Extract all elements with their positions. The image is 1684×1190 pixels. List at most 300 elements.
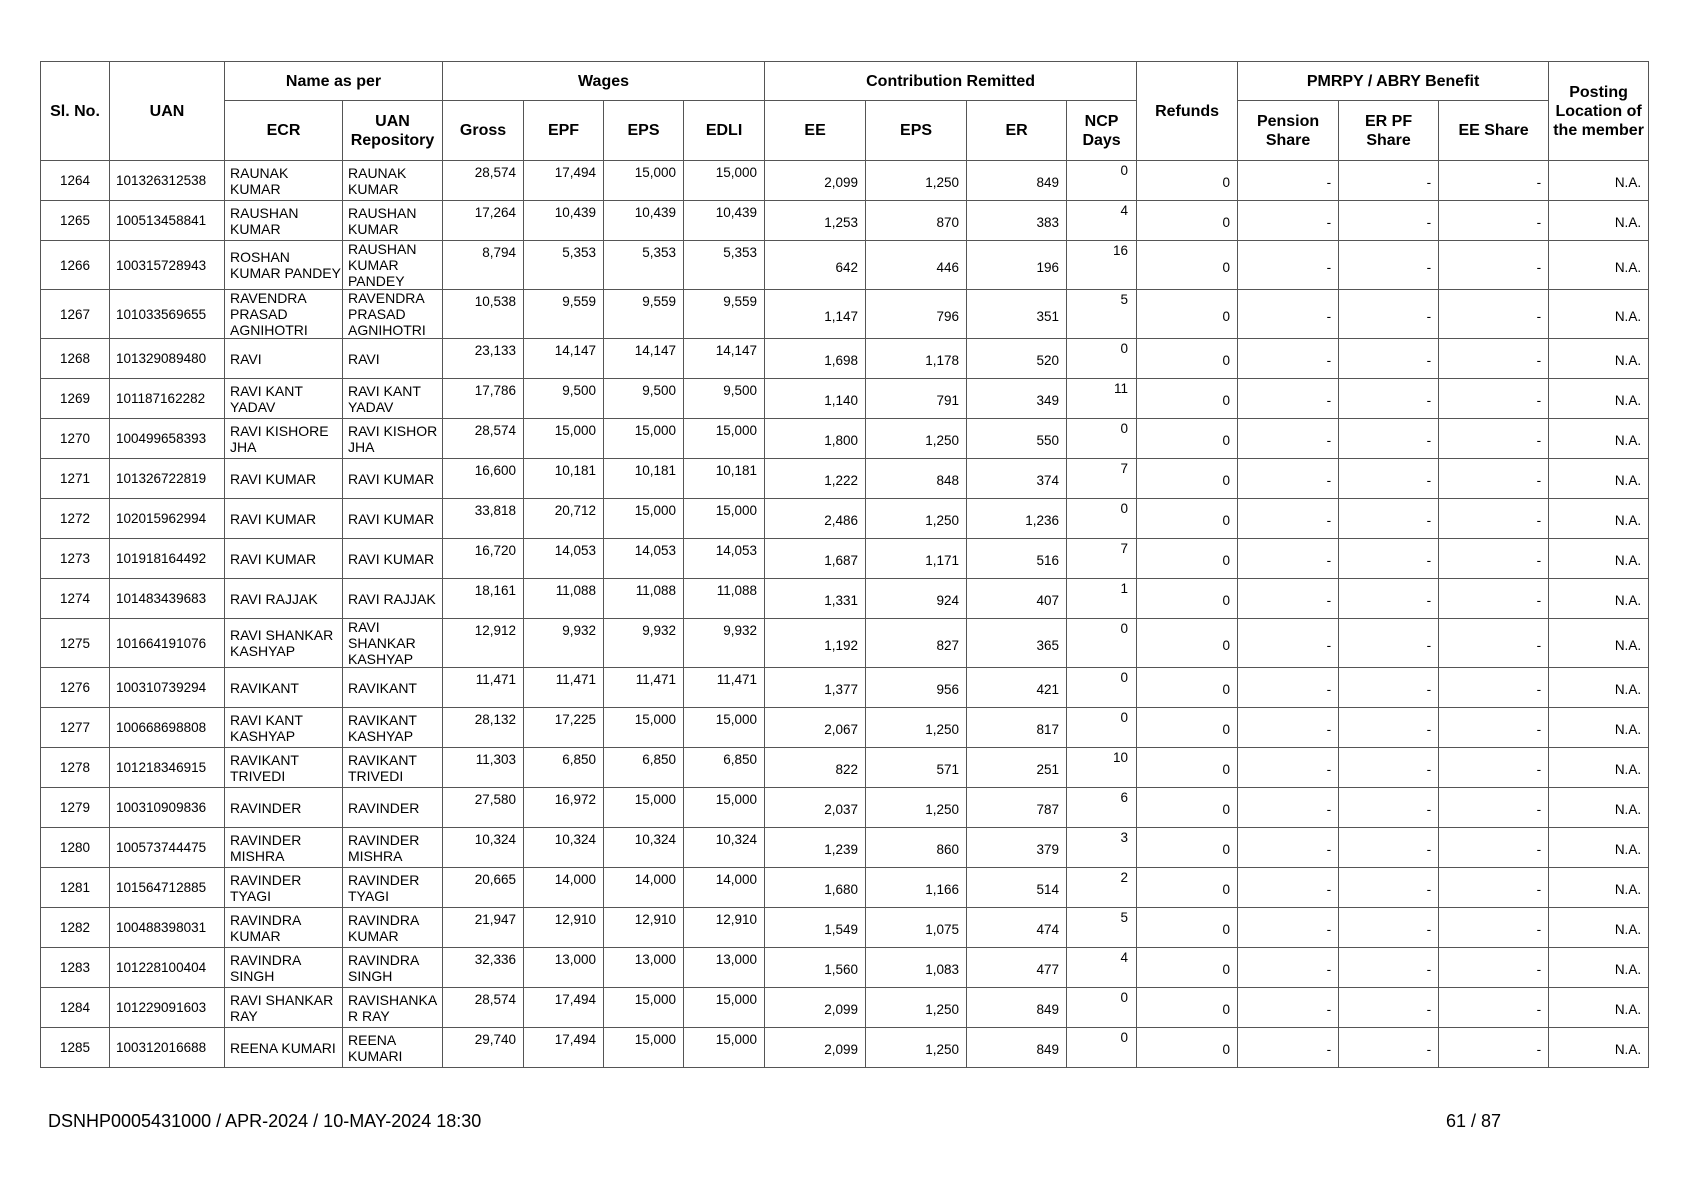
gross-cell: 28,574 [443,419,524,459]
ecr-name-cell: RAUSHAN KUMAR [225,201,343,241]
er-pf-share-cell: - [1339,748,1439,788]
gross-cell: 28,574 [443,161,524,201]
ncp-days-cell: 11 [1067,379,1137,419]
ee-cell: 1,560 [765,948,866,988]
posting-location-cell: N.A. [1549,579,1649,619]
pension-share-cell: - [1238,579,1339,619]
contribution-eps-cell: 1,250 [866,988,967,1028]
epf-cell: 17,494 [524,161,604,201]
contribution-eps-cell: 1,250 [866,161,967,201]
pension-share-cell: - [1238,988,1339,1028]
er-pf-share-cell: - [1339,1028,1439,1068]
wages-eps-cell: 14,147 [604,339,684,379]
er-pf-share-cell: - [1339,201,1439,241]
contribution-eps-cell: 1,166 [866,868,967,908]
table-row [41,201,1649,241]
ecr-header: ECR [225,101,343,161]
er-pf-share-cell: - [1339,290,1439,339]
wages-eps-cell: 11,471 [604,668,684,708]
ee-share-cell: - [1439,708,1549,748]
sl-no-cell: 1278 [41,748,110,788]
pension-share-cell: - [1238,828,1339,868]
ee-cell: 2,486 [765,499,866,539]
sl-no-cell: 1282 [41,908,110,948]
ee-share-cell: - [1439,499,1549,539]
er-cell: 787 [967,788,1067,828]
refunds-cell: 0 [1137,579,1238,619]
ncp-days-cell: 3 [1067,828,1137,868]
er-cell: 351 [967,290,1067,339]
er-cell: 379 [967,828,1067,868]
ecr-name-cell: RAVI RAJJAK [225,579,343,619]
uan-repository-name-cell: RAVI KUMAR [343,459,443,499]
ee-share-cell: - [1439,908,1549,948]
table-row [41,290,1649,339]
contribution-eps-header: EPS [866,101,967,161]
ee-cell: 1,549 [765,908,866,948]
ncp-days-cell: 5 [1067,290,1137,339]
posting-location-cell: N.A. [1549,539,1649,579]
uan-repository-name-cell: RAVI [343,339,443,379]
epf-cell: 15,000 [524,419,604,459]
ee-cell: 2,099 [765,1028,866,1068]
ecr-name-cell: RAVINDER TYAGI [225,868,343,908]
er-cell: 550 [967,419,1067,459]
posting-location-cell: N.A. [1549,161,1649,201]
posting-location-cell: N.A. [1549,948,1649,988]
ecr-name-cell: RAVI KUMAR [225,459,343,499]
contribution-table [40,61,1649,1068]
sl-no-cell: 1284 [41,988,110,1028]
edli-cell: 15,000 [684,161,765,201]
uan-repository-header: UAN Repository [343,101,443,161]
contribution-eps-cell: 1,075 [866,908,967,948]
ee-share-cell: - [1439,161,1549,201]
sl-no-cell: 1277 [41,708,110,748]
uan-cell: 100513458841 [110,201,225,241]
sl-no-cell: 1271 [41,459,110,499]
gross-cell: 17,786 [443,379,524,419]
uan-repository-name-cell: RAVI KANT YADAV [343,379,443,419]
table-row [41,1028,1649,1068]
uan-cell: 101326722819 [110,459,225,499]
posting-location-cell: N.A. [1549,419,1649,459]
sl-no-cell: 1280 [41,828,110,868]
epf-cell: 11,088 [524,579,604,619]
contribution-eps-cell: 860 [866,828,967,868]
refunds-cell: 0 [1137,788,1238,828]
posting-location-cell: N.A. [1549,1028,1649,1068]
ecr-name-cell: REENA KUMARI [225,1028,343,1068]
ee-cell: 1,687 [765,539,866,579]
er-pf-share-cell: - [1339,339,1439,379]
ee-share-cell: - [1439,828,1549,868]
ee-share-header: EE Share [1439,101,1549,161]
er-cell: 849 [967,1028,1067,1068]
gross-cell: 11,471 [443,668,524,708]
contribution-eps-cell: 1,250 [866,788,967,828]
sl-no-cell: 1264 [41,161,110,201]
gross-cell: 11,303 [443,748,524,788]
edli-cell: 15,000 [684,499,765,539]
posting-location-header: Posting Location of the member [1549,62,1649,161]
uan-cell: 101918164492 [110,539,225,579]
ee-cell: 822 [765,748,866,788]
posting-location-cell: N.A. [1549,788,1649,828]
wages-eps-cell: 15,000 [604,988,684,1028]
ncp-days-cell: 7 [1067,459,1137,499]
contribution-eps-cell: 446 [866,241,967,290]
gross-cell: 12,912 [443,619,524,668]
uan-repository-name-cell: RAVINDER TYAGI [343,868,443,908]
er-pf-share-cell: - [1339,948,1439,988]
sl-no-cell: 1267 [41,290,110,339]
contribution-eps-cell: 956 [866,668,967,708]
ecr-name-cell: RAVINDRA KUMAR [225,908,343,948]
table-row [41,339,1649,379]
pension-share-cell: - [1238,379,1339,419]
gross-cell: 28,574 [443,988,524,1028]
uan-cell: 102015962994 [110,499,225,539]
sl-no-cell: 1274 [41,579,110,619]
gross-cell: 27,580 [443,788,524,828]
table-row [41,161,1649,201]
refunds-cell: 0 [1137,201,1238,241]
ecr-name-cell: RAVI KANT YADAV [225,379,343,419]
refunds-cell: 0 [1137,668,1238,708]
contribution-remitted-header: Contribution Remitted [765,62,1137,101]
gross-cell: 32,336 [443,948,524,988]
ee-cell: 1,222 [765,459,866,499]
ee-share-cell: - [1439,619,1549,668]
uan-repository-name-cell: RAVINDRA SINGH [343,948,443,988]
uan-cell: 100573744475 [110,828,225,868]
refunds-header: Refunds [1137,62,1238,161]
epf-cell: 9,559 [524,290,604,339]
pension-share-cell: - [1238,788,1339,828]
table-row [41,948,1649,988]
uan-cell: 101664191076 [110,619,225,668]
ecr-name-cell: RAVI SHANKAR RAY [225,988,343,1028]
edli-cell: 9,500 [684,379,765,419]
ee-share-cell: - [1439,379,1549,419]
posting-location-cell: N.A. [1549,668,1649,708]
ecr-name-cell: RAVI KISHORE JHA [225,419,343,459]
ee-cell: 1,140 [765,379,866,419]
ecr-name-cell: RAVINDRA SINGH [225,948,343,988]
pension-share-cell: - [1238,539,1339,579]
wages-eps-cell: 15,000 [604,788,684,828]
gross-header: Gross [443,101,524,161]
gross-cell: 16,600 [443,459,524,499]
edli-cell: 14,053 [684,539,765,579]
er-pf-share-cell: - [1339,579,1439,619]
ncp-days-cell: 1 [1067,579,1137,619]
contribution-eps-cell: 1,250 [866,708,967,748]
sl-no-cell: 1285 [41,1028,110,1068]
uan-cell: 100668698808 [110,708,225,748]
table-row [41,708,1649,748]
posting-location-cell: N.A. [1549,748,1649,788]
ncp-days-cell: 4 [1067,201,1137,241]
pension-share-cell: - [1238,1028,1339,1068]
uan-repository-name-cell: REENA KUMARI [343,1028,443,1068]
er-pf-share-cell: - [1339,868,1439,908]
ee-share-cell: - [1439,1028,1549,1068]
epf-cell: 14,000 [524,868,604,908]
pmrpy-header: PMRPY / ABRY Benefit [1238,62,1549,101]
uan-repository-name-cell: RAVISHANKA R RAY [343,988,443,1028]
ee-share-cell: - [1439,539,1549,579]
ecr-name-cell: RAVI SHANKAR KASHYAP [225,619,343,668]
uan-repository-name-cell: RAVI KUMAR [343,539,443,579]
epf-cell: 10,324 [524,828,604,868]
contribution-eps-cell: 1,083 [866,948,967,988]
er-pf-share-cell: - [1339,419,1439,459]
er-pf-share-cell: - [1339,668,1439,708]
sl-no-cell: 1269 [41,379,110,419]
epf-cell: 17,494 [524,988,604,1028]
pension-share-cell: - [1238,668,1339,708]
ee-cell: 2,099 [765,161,866,201]
er-cell: 1,236 [967,499,1067,539]
contribution-eps-cell: 924 [866,579,967,619]
ecr-name-cell: RAUNAK KUMAR [225,161,343,201]
ncp-days-cell: 0 [1067,499,1137,539]
ecr-name-cell: RAVIKANT TRIVEDI [225,748,343,788]
sl-no-cell: 1268 [41,339,110,379]
er-pf-share-cell: - [1339,161,1439,201]
er-pf-share-header: ER PF Share [1339,101,1439,161]
refunds-cell: 0 [1137,748,1238,788]
posting-location-cell: N.A. [1549,988,1649,1028]
posting-location-cell: N.A. [1549,708,1649,748]
ee-cell: 1,331 [765,579,866,619]
sl-no-cell: 1273 [41,539,110,579]
ee-share-cell: - [1439,459,1549,499]
pension-share-cell: - [1238,161,1339,201]
contribution-eps-cell: 870 [866,201,967,241]
uan-repository-name-cell: RAVINDER [343,788,443,828]
refunds-cell: 0 [1137,419,1238,459]
contribution-eps-cell: 1,250 [866,419,967,459]
edli-cell: 9,559 [684,290,765,339]
wages-eps-cell: 6,850 [604,748,684,788]
wages-eps-cell: 11,088 [604,579,684,619]
ncp-days-cell: 0 [1067,339,1137,379]
uan-repository-name-cell: RAVI KISHOR JHA [343,419,443,459]
table-row [41,619,1649,668]
posting-location-cell: N.A. [1549,201,1649,241]
table-row [41,828,1649,868]
edli-cell: 13,000 [684,948,765,988]
ee-share-cell: - [1439,868,1549,908]
uan-header: UAN [110,62,225,161]
refunds-cell: 0 [1137,619,1238,668]
table-row [41,579,1649,619]
contribution-eps-cell: 791 [866,379,967,419]
uan-cell: 101228100404 [110,948,225,988]
table-row [41,748,1649,788]
uan-repository-name-cell: RAVI KUMAR [343,499,443,539]
er-pf-share-cell: - [1339,988,1439,1028]
edli-cell: 9,932 [684,619,765,668]
pension-share-cell: - [1238,459,1339,499]
ecr-name-cell: RAVINDER [225,788,343,828]
table-body [41,161,1649,1068]
wages-eps-cell: 9,500 [604,379,684,419]
ncp-days-cell: 7 [1067,539,1137,579]
refunds-cell: 0 [1137,379,1238,419]
wages-eps-cell: 15,000 [604,708,684,748]
pension-share-cell: - [1238,499,1339,539]
ncp-days-cell: 6 [1067,788,1137,828]
pension-share-cell: - [1238,908,1339,948]
uan-cell: 100488398031 [110,908,225,948]
uan-cell: 101218346915 [110,748,225,788]
pension-share-cell: - [1238,201,1339,241]
sl-no-cell: 1270 [41,419,110,459]
ee-cell: 642 [765,241,866,290]
contribution-eps-cell: 796 [866,290,967,339]
ecr-name-cell: RAVI [225,339,343,379]
ee-cell: 2,099 [765,988,866,1028]
ecr-name-cell: RAVI KUMAR [225,499,343,539]
refunds-cell: 0 [1137,908,1238,948]
contribution-eps-cell: 1,178 [866,339,967,379]
uan-repository-name-cell: RAVINDER MISHRA [343,828,443,868]
edli-cell: 15,000 [684,419,765,459]
er-pf-share-cell: - [1339,539,1439,579]
ee-cell: 2,067 [765,708,866,748]
ncp-days-cell: 10 [1067,748,1137,788]
er-cell: 520 [967,339,1067,379]
wages-eps-cell: 13,000 [604,948,684,988]
uan-repository-name-cell: RAVENDRA PRASAD AGNIHOTRI [343,290,443,339]
uan-cell: 101329089480 [110,339,225,379]
gross-cell: 16,720 [443,539,524,579]
pension-share-header: Pension Share [1238,101,1339,161]
pension-share-cell: - [1238,948,1339,988]
gross-cell: 21,947 [443,908,524,948]
ncp-days-cell: 0 [1067,708,1137,748]
er-pf-share-cell: - [1339,379,1439,419]
sl-no-cell: 1281 [41,868,110,908]
edli-cell: 6,850 [684,748,765,788]
uan-repository-name-cell: RAVI RAJJAK [343,579,443,619]
er-cell: 474 [967,908,1067,948]
ncp-days-header: NCP Days [1067,101,1137,161]
posting-location-cell: N.A. [1549,459,1649,499]
epf-cell: 14,053 [524,539,604,579]
ncp-days-cell: 16 [1067,241,1137,290]
edli-cell: 11,088 [684,579,765,619]
edli-cell: 15,000 [684,988,765,1028]
sl-no-cell: 1276 [41,668,110,708]
posting-location-cell: N.A. [1549,241,1649,290]
ee-share-cell: - [1439,241,1549,290]
ee-share-cell: - [1439,948,1549,988]
document-reference: DSNHP0005431000 / APR-2024 / 10-MAY-2024 18:30 [48,1111,482,1131]
table-row [41,241,1649,290]
ecr-name-cell: RAVINDER MISHRA [225,828,343,868]
refunds-cell: 0 [1137,868,1238,908]
pension-share-cell: - [1238,339,1339,379]
gross-cell: 10,324 [443,828,524,868]
ncp-days-cell: 4 [1067,948,1137,988]
epf-cell: 13,000 [524,948,604,988]
uan-repository-name-cell: RAVIKANT [343,668,443,708]
gross-cell: 20,665 [443,868,524,908]
pension-share-cell: - [1238,241,1339,290]
er-pf-share-cell: - [1339,619,1439,668]
ncp-days-cell: 5 [1067,908,1137,948]
epf-cell: 17,494 [524,1028,604,1068]
contribution-eps-cell: 1,171 [866,539,967,579]
wages-eps-cell: 15,000 [604,1028,684,1068]
gross-cell: 28,132 [443,708,524,748]
edli-cell: 12,910 [684,908,765,948]
uan-repository-name-cell: RAVIKANT KASHYAP [343,708,443,748]
er-cell: 516 [967,539,1067,579]
page-number: 61 / 87 [1446,1111,1502,1131]
sl-no-cell: 1283 [41,948,110,988]
refunds-cell: 0 [1137,828,1238,868]
ncp-days-cell: 2 [1067,868,1137,908]
epf-cell: 6,850 [524,748,604,788]
refunds-cell: 0 [1137,161,1238,201]
contribution-eps-cell: 571 [866,748,967,788]
ee-share-cell: - [1439,668,1549,708]
refunds-cell: 0 [1137,539,1238,579]
pension-share-cell: - [1238,290,1339,339]
er-cell: 817 [967,708,1067,748]
gross-cell: 33,818 [443,499,524,539]
uan-cell: 100315728943 [110,241,225,290]
er-cell: 421 [967,668,1067,708]
edli-cell: 11,471 [684,668,765,708]
pension-share-cell: - [1238,868,1339,908]
refunds-cell: 0 [1137,241,1238,290]
wages-eps-cell: 15,000 [604,419,684,459]
ee-share-cell: - [1439,201,1549,241]
er-cell: 251 [967,748,1067,788]
refunds-cell: 0 [1137,708,1238,748]
sl-no-cell: 1275 [41,619,110,668]
posting-location-cell: N.A. [1549,908,1649,948]
ee-cell: 1,377 [765,668,866,708]
gross-cell: 10,538 [443,290,524,339]
ee-share-cell: - [1439,419,1549,459]
ee-header: EE [765,101,866,161]
gross-cell: 18,161 [443,579,524,619]
refunds-cell: 0 [1137,988,1238,1028]
uan-cell: 101326312538 [110,161,225,201]
uan-repository-name-cell: RAUSHAN KUMAR [343,201,443,241]
er-pf-share-cell: - [1339,708,1439,748]
ee-cell: 1,239 [765,828,866,868]
uan-cell: 100310739294 [110,668,225,708]
wages-eps-cell: 10,439 [604,201,684,241]
er-cell: 849 [967,988,1067,1028]
table-row [41,459,1649,499]
er-cell: 383 [967,201,1067,241]
ecr-name-cell: RAVIKANT [225,668,343,708]
uan-cell: 101229091603 [110,988,225,1028]
er-cell: 349 [967,379,1067,419]
uan-repository-name-cell: RAUSHAN KUMAR PANDEY [343,241,443,290]
gross-cell: 29,740 [443,1028,524,1068]
